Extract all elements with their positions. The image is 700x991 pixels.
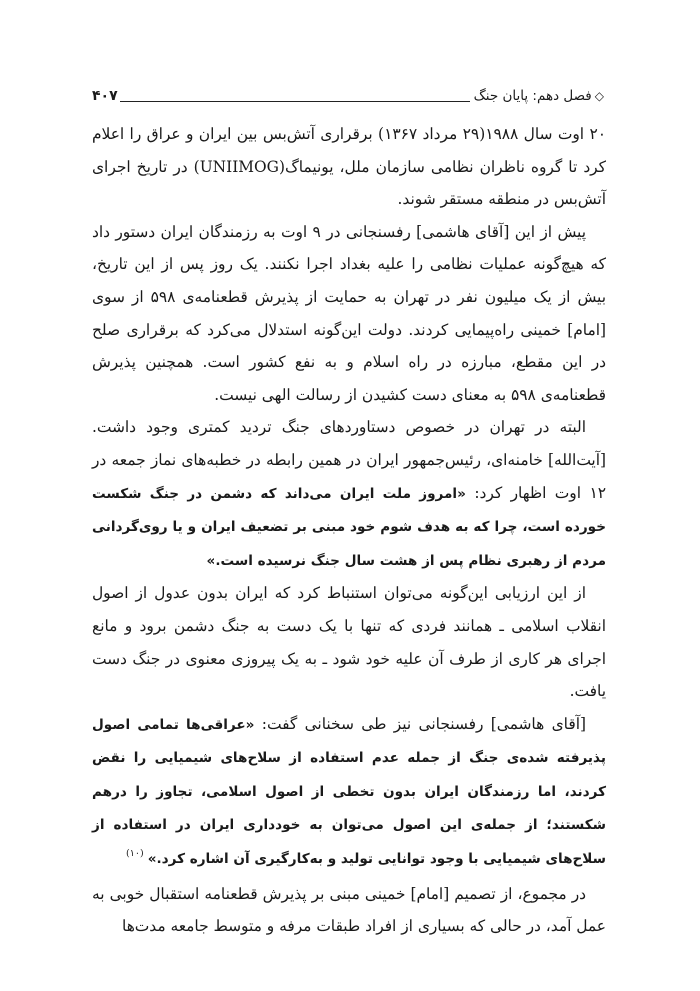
quote-khamenei: «امروز ملت ایران می‌داند که دشمن در جنگ شکست خورده است، چرا که به هدف شوم خود مبنی بر تضعیف ایران و یا روی‌گردانی مردم از رهبری نظام پس از هشت سال جنگ نرسیده است.» [92,485,606,569]
paragraph-2 [92,216,606,412]
paragraph-text: پیش از این [آقای هاشمی] رفسنجانی در ۹ اوت به رزمندگان ایران دستور داد که هیچ‌گونه عملیات نظامی را علیه بغداد اجرا نکنند. یک روز پس از این تاریخ، بیش از یک میلیون نفر در تهران به حمایت از پذیرش قطعنامه‌ی ۵۹۸ از سوی [امام] خمینی راه‌پیمایی کردند. دولت این‌گونه استدلال می‌کرد که برقراری صلح در این مقطع، مبارزه در راه اسلام و به نفع کشور است. همچنین پذیرش قطعنامه‌ی ۵۹۸ به معنای دست کشیدن از رسالت الهی نیست. [92,222,606,404]
running-header [92,84,604,108]
quote-rafsanjani: «عراقی‌ها تمامی اصول پذیرفته شده‌ی جنگ از جمله عدم استفاده از سلاح‌های شیمیایی را نقض کردند، اما رزمندگان ایران بدون تخطی از اصول اسلامی، تجاوز را درهم شکستند؛ از جمله‌ی این اصول می‌توان به خودداری ایران در استفاده از سلاح‌های شیمیایی با وجود توانایی تولید و به‌کارگیری آن اشاره کرد.» [92,716,606,868]
chapter-title-text: فصل دهم: پایان جنگ [473,88,592,104]
paragraph-5 [92,708,606,878]
paragraph-1 [92,118,606,216]
paragraph-6 [92,878,606,943]
page-number: ۴۰۷ [92,88,118,104]
paragraph-text: [آقای هاشمی] رفسنجانی نیز طی سخنانی گفت: [254,714,586,733]
paragraph-4 [92,577,606,707]
footnote-marker: (۱۰) [126,848,144,860]
paragraph-text: ۲۰ اوت سال ۱۹۸۸(۲۹ مرداد ۱۳۶۷) برقراری آتش‌بس بین ایران و عراق را اعلام کرد تا گروه ناظران نظامی سازمان ملل، یونیماگ(UNIIMOG) در تاریخ اجرای آتش‌بس در منطقه مستقر شوند. [92,125,606,209]
paragraph-text: در مجموع، از تصمیم [امام] خمینی مبنی بر پذیرش قطعنامه استقبال خوبی به عمل آمد، در حالی که بسیاری از افراد طبقات مرفه و متوسط جامعه مدت‌ها [92,884,606,936]
diamond-icon: ◇ [594,89,604,103]
chapter-title [474,88,604,104]
page-body [92,118,606,943]
paragraph-3 [92,411,606,577]
paragraph-text: البته در تهران در خصوص دستاوردهای جنگ تردید کمتری وجود داشت. [آیت‌الله] خامنه‌ای، رئیس‌جمهور ایران در همین رابطه در خطبه‌های نماز جمعه در ۱۲ اوت اظهار کرد: [92,418,606,502]
paragraph-text: از این ارزیابی این‌گونه می‌توان استنباط کرد که ایران بدون عدول از اصول انقلاب اسلامی ـ همانند فردی که تنها با یک دست به جنگ دشمن برود و مانع اجرای هر کاری از طرف آن علیه خود شود ـ به یک پیروزی معنوی در جنگ دست یافت. [92,584,606,701]
header-rule [120,101,470,102]
